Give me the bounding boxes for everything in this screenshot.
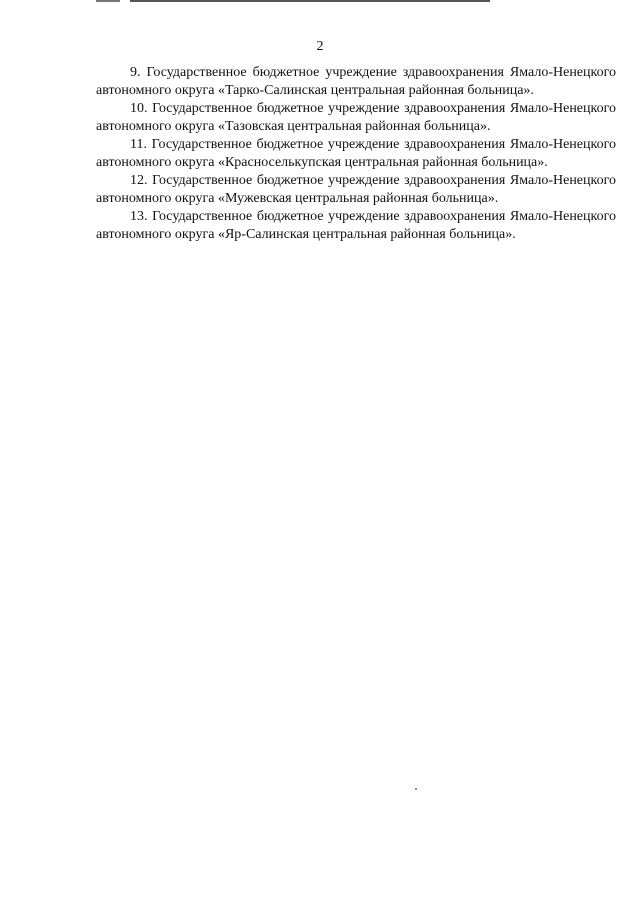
top-scan-artifact-rule [130, 0, 490, 2]
list-item: 10. Государственное бюджетное учреждение здравоохранения Ямало-Ненецкого автономного округа «Тазовская центральная районная больница». [96, 101, 616, 134]
top-scan-artifact-stub [96, 0, 120, 2]
list-item: 13. Государственное бюджетное учреждение здравоохранения Ямало-Ненецкого автономного округа «Яр-Салинская центральная районная больница». [96, 209, 616, 242]
list-item: 11. Государственное бюджетное учреждение здравоохранения Ямало-Ненецкого автономного округа «Красноселькупская центральная районная больница». [96, 137, 616, 170]
list-item: 12. Государственное бюджетное учреждение здравоохранения Ямало-Ненецкого автономного округа «Мужевская центральная районная больница». [96, 173, 616, 206]
scan-speck [415, 788, 417, 790]
document-body [96, 64, 616, 244]
page-number: 2 [316, 39, 324, 54]
list-item: 9. Государственное бюджетное учреждение здравоохранения Ямало-Ненецкого автономного округа «Тарко-Салинская центральная районная больница». [96, 65, 616, 98]
